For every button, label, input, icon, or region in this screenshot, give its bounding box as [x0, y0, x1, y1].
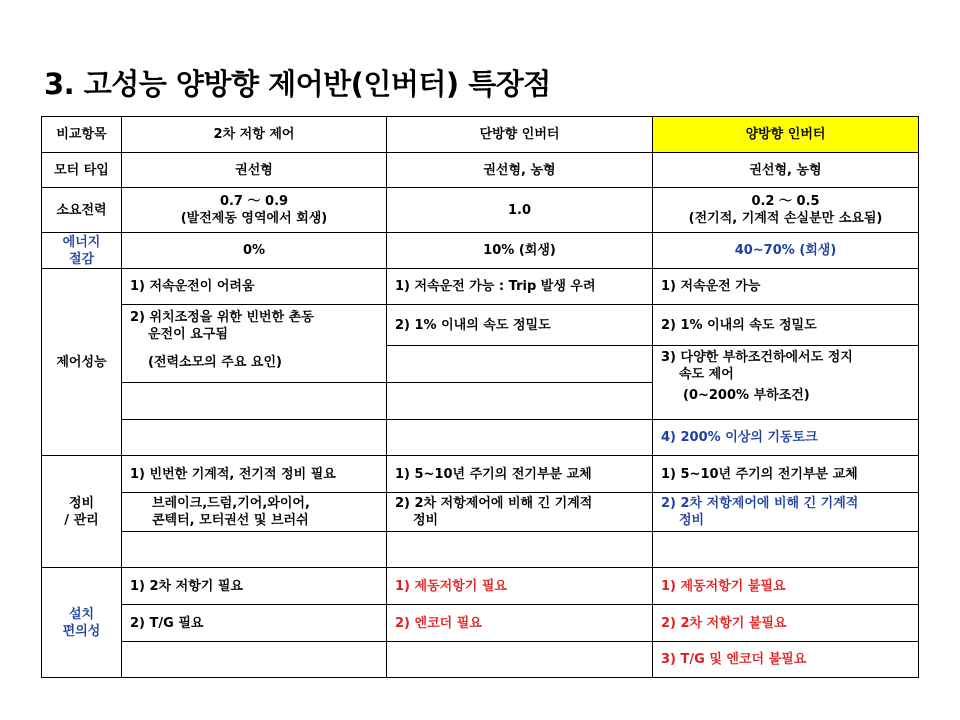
- power-value: 0.7 ～ 0.9: [219, 194, 289, 209]
- control-cell: 1) 저속운전이 어려움: [121, 268, 387, 305]
- maintenance-text: 정비: [413, 513, 439, 528]
- control-note: (0~200% 부하조건): [683, 388, 810, 403]
- row-label-power: 소요전력: [41, 187, 122, 233]
- control-cell: 2) 1% 이내의 속도 정밀도: [652, 304, 919, 346]
- control-cell: [121, 304, 387, 383]
- power-note: (발전제동 영역에서 회생): [180, 211, 328, 226]
- header-secondary-resistance: 2차 저항 제어: [121, 116, 387, 153]
- maintenance-text: 2) 2차 저항제어에 비해 긴 기계적: [395, 496, 593, 511]
- maintenance-cell: 1) 빈번한 기계적, 전기적 정비 필요: [121, 455, 387, 493]
- energy-label-line1: 에너지: [62, 234, 101, 250]
- empty-cell: [652, 531, 919, 568]
- control-cell: 4) 200% 이상의 기동토크: [652, 419, 919, 456]
- control-note: (전력소모의 주요 요인): [148, 355, 282, 370]
- control-cell: 1) 저속운전 가능 : Trip 발생 우려: [386, 268, 653, 305]
- control-text: 속도 제어: [679, 367, 734, 382]
- maintenance-label-line1: 정비: [68, 495, 95, 511]
- empty-cell: [386, 641, 653, 678]
- install-cell: 2) 2차 저항기 불필요: [652, 604, 919, 642]
- install-label-line2: 편의성: [62, 623, 101, 639]
- power-cell: 1.0: [386, 187, 653, 233]
- energy-label-line2: 절감: [68, 251, 95, 267]
- power-note: (전기적, 기계적 손실분만 소요됨): [688, 211, 883, 226]
- install-cell: 1) 제동저항기 필요: [386, 567, 653, 605]
- comparison-table: [41, 116, 919, 678]
- header-unidirectional: 단방향 인버터: [386, 116, 653, 153]
- install-cell: 1) 제동저항기 불필요: [652, 567, 919, 605]
- empty-cell: [386, 419, 653, 456]
- power-cell: [652, 187, 919, 233]
- maintenance-text: 2) 2차 저항제어에 비해 긴 기계적: [661, 496, 859, 511]
- row-label-motor-type: 모터 타입: [41, 152, 122, 188]
- maintenance-cell: 1) 5~10년 주기의 전기부분 교체: [652, 455, 919, 493]
- empty-cell: [386, 345, 653, 383]
- maintenance-cell: [386, 492, 653, 532]
- header-bidirectional: 양방향 인버터: [652, 116, 919, 153]
- empty-cell: [386, 382, 653, 420]
- maintenance-text: 브레이크,드럼,기어,와이어,: [152, 496, 310, 511]
- page-title: 3. 고성능 양방향 제어반(인버터) 특장점: [44, 67, 551, 101]
- empty-cell: [121, 419, 387, 456]
- motor-type-cell: 권선형, 농형: [652, 152, 919, 188]
- install-cell: 3) T/G 및 엔코더 불필요: [652, 641, 919, 678]
- power-value: 0.2 ～ 0.5: [751, 194, 820, 209]
- header-item: 비교항목: [41, 116, 122, 153]
- install-cell: 2) 엔코더 필요: [386, 604, 653, 642]
- maintenance-cell: 1) 5~10년 주기의 전기부분 교체: [386, 455, 653, 493]
- empty-cell: [121, 382, 387, 420]
- motor-type-cell: 권선형: [121, 152, 387, 188]
- maintenance-cell: [652, 492, 919, 532]
- empty-cell: [121, 531, 387, 568]
- maintenance-text: 정비: [679, 513, 705, 528]
- power-cell: [121, 187, 387, 233]
- control-text: 운전이 요구됨: [148, 327, 228, 342]
- control-cell: 2) 1% 이내의 속도 정밀도: [386, 304, 653, 346]
- motor-type-cell: 권선형, 농형: [386, 152, 653, 188]
- energy-cell: 40~70% (회생): [652, 232, 919, 269]
- maintenance-label-line2: / 관리: [64, 512, 99, 528]
- row-label-control: 제어성능: [41, 268, 122, 456]
- control-cell: [652, 345, 919, 420]
- control-text: 3) 다양한 부하조건하에서도 정지: [661, 350, 853, 365]
- maintenance-text: 콘텍터, 모터권선 및 브러쉬: [152, 513, 309, 528]
- empty-cell: [386, 531, 653, 568]
- control-text: 2) 위치조정을 위한 빈번한 촌동: [130, 310, 314, 325]
- row-label-energy: [41, 232, 122, 269]
- row-label-maintenance: [41, 455, 122, 568]
- row-label-install: [41, 567, 122, 678]
- maintenance-cell: [121, 492, 387, 532]
- install-cell: 2) T/G 필요: [121, 604, 387, 642]
- energy-cell: 0%: [121, 232, 387, 269]
- control-cell: 1) 저속운전 가능: [652, 268, 919, 305]
- install-cell: 1) 2차 저항기 필요: [121, 567, 387, 605]
- install-label-line1: 설치: [68, 606, 95, 622]
- empty-cell: [121, 641, 387, 678]
- energy-cell: 10% (회생): [386, 232, 653, 269]
